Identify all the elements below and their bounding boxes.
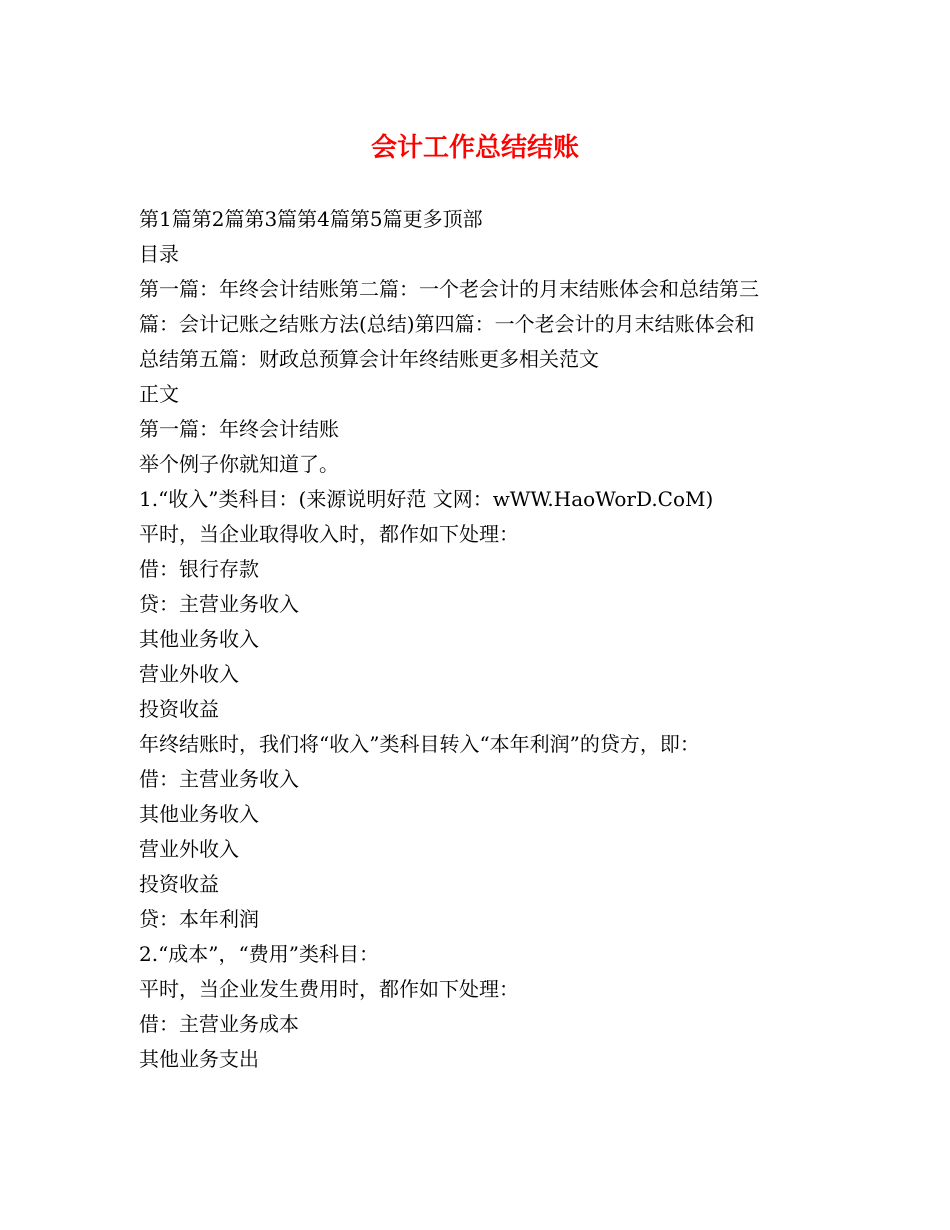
text-line: 借：主营业务收入 [139,767,299,791]
text-line: 借：主营业务成本 [139,1012,299,1036]
text-line: 其他业务收入 [139,802,259,826]
text-line: 营业外收入 [139,837,239,861]
text-line: 贷：本年利润 [139,907,259,931]
text-line: 平时，当企业取得收入时，都作如下处理： [139,522,519,546]
text-line: 举个例子你就知道了。 [139,452,339,476]
text-line: 第1篇第2篇第3篇第4篇第5篇更多顶部 [139,207,483,231]
text-line: 其他业务支出 [139,1047,259,1071]
text-line: 年终结账时，我们将“收入”类科目转入“本年利润”的贷方，即： [139,732,700,756]
text-line: 2.“成本”，“费用”类科目： [139,942,379,966]
document-body [139,202,839,1077]
text-line: 总结第五篇：财政总预算会计年终结账更多相关范文 [139,347,599,371]
text-line: 其他业务收入 [139,627,259,651]
text-line: 投资收益 [139,872,219,896]
text-line: 平时，当企业发生费用时，都作如下处理： [139,977,519,1001]
text-line: 目录 [139,242,179,266]
text-line: 正文 [139,382,179,406]
text-line: 第一篇：年终会计结账 [139,417,339,441]
text-line: 贷：主营业务收入 [139,592,299,616]
text-line: 营业外收入 [139,662,239,686]
text-line: 借：银行存款 [139,557,259,581]
text-line: 第一篇：年终会计结账第二篇：一个老会计的月末结账体会和总结第三 [139,277,759,301]
text-line: 篇：会计记账之结账方法(总结)第四篇：一个老会计的月末结账体会和 [139,312,755,336]
text-line: 投资收益 [139,697,219,721]
document-title: 会计工作总结结账 [370,133,579,163]
text-line: 1.“收入”类科目：(来源说明好范 文网：wWW.HaoWorD.CoM) [139,487,714,511]
